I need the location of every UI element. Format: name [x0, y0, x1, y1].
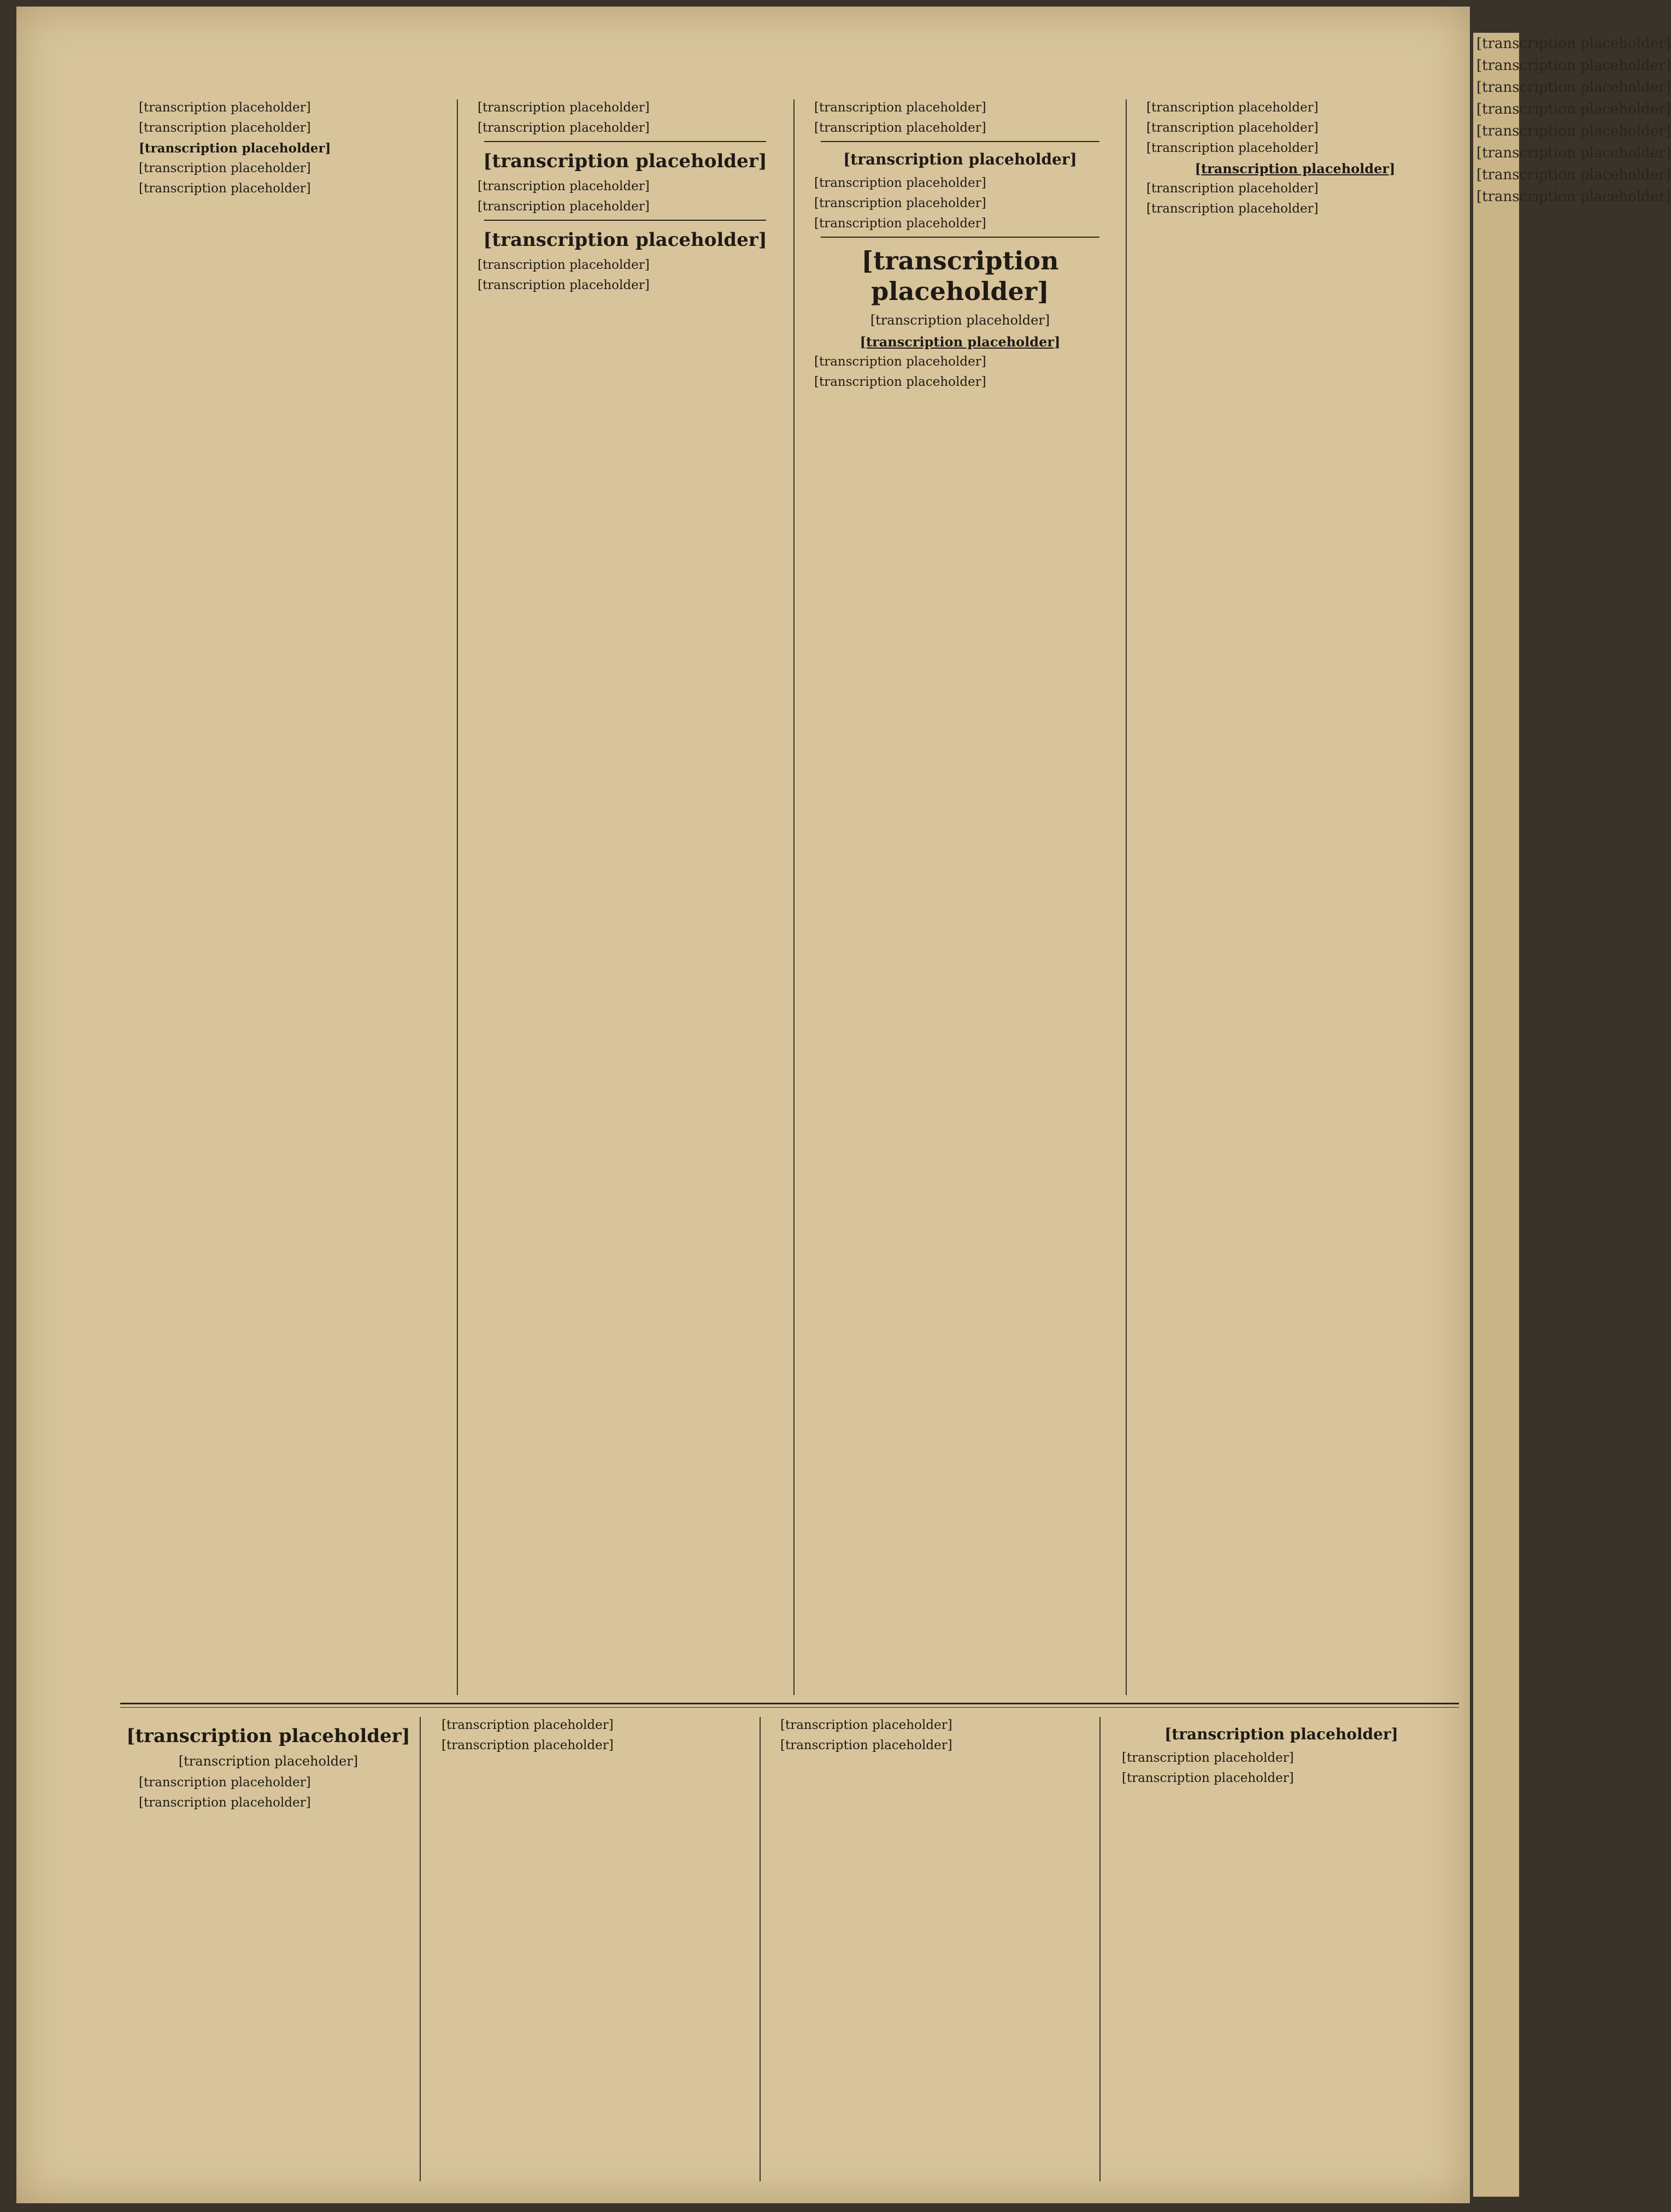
column-4 — [1131, 99, 1459, 1673]
sub-headline: [transcription placeholder] — [1195, 161, 1396, 177]
feuilleton-rule — [120, 1703, 1459, 1704]
edge-fragment: [transcription placeholder] — [1476, 123, 1671, 139]
paragraph: [transcription placeholder] — [814, 121, 986, 135]
paragraph: [transcription placeholder] — [478, 199, 650, 214]
newspaper-page — [16, 7, 1470, 2203]
edge-fragment: [transcription placeholder] — [1476, 57, 1671, 74]
paragraph: [transcription placeholder] — [1146, 181, 1319, 196]
paragraph-bold: [transcription placeholder] — [139, 141, 331, 156]
edge-fragment: [transcription placeholder] — [1476, 79, 1671, 96]
column-rule — [457, 99, 458, 1695]
feuilleton-column-1 — [123, 1717, 413, 2181]
section-headline: [transcription placeholder] — [861, 246, 1059, 306]
paragraph: [transcription placeholder] — [814, 216, 986, 231]
column-rule — [793, 99, 795, 1695]
edge-fragment: [transcription placeholder] — [1476, 145, 1671, 161]
paragraph: [transcription placeholder] — [780, 1738, 952, 1752]
column-1 — [123, 99, 451, 1673]
column-rule — [1099, 1717, 1101, 2181]
dateline: [transcription placeholder] — [870, 313, 1050, 328]
paragraph: [transcription placeholder] — [814, 375, 986, 389]
column-3 — [799, 99, 1121, 1673]
paragraph: [transcription placeholder] — [139, 161, 311, 175]
adjacent-page-edge — [1473, 33, 1671, 2197]
paragraph: [transcription placeholder] — [139, 121, 311, 135]
edge-fragment: [transcription placeholder] — [1476, 36, 1671, 52]
paragraph: [transcription placeholder] — [478, 179, 650, 193]
divider — [484, 141, 766, 142]
divider — [821, 237, 1099, 238]
feuilleton-column-4 — [1107, 1717, 1456, 2181]
article-headline: [transcription placeholder] — [483, 229, 767, 251]
paragraph: [transcription placeholder] — [139, 181, 311, 196]
feuilleton-rule — [120, 1707, 1459, 1708]
column-2 — [462, 99, 788, 1673]
paragraph: [transcription placeholder] — [1146, 101, 1319, 115]
paragraph: [transcription placeholder] — [814, 355, 986, 369]
paragraph: [transcription placeholder] — [442, 1738, 614, 1752]
paragraph: [transcription placeholder] — [814, 196, 986, 210]
feuilleton-headline: [transcription placeholder] — [1164, 1725, 1398, 1743]
feuilleton-column-2 — [426, 1717, 754, 2181]
paragraph: [transcription placeholder] — [139, 1775, 311, 1790]
divider — [484, 220, 766, 221]
sub-headline: [transcription placeholder] — [860, 334, 1061, 350]
paragraph: [transcription placeholder] — [1146, 202, 1319, 216]
article-headline: [transcription placeholder] — [483, 150, 767, 172]
paragraph: [transcription placeholder] — [814, 176, 986, 190]
paragraph: [transcription placeholder] — [1122, 1771, 1294, 1785]
column-rule — [1126, 99, 1127, 1695]
column-rule — [760, 1717, 761, 2181]
paragraph: [transcription placeholder] — [1146, 141, 1319, 155]
paragraph: [transcription placeholder] — [478, 101, 650, 115]
paragraph: [transcription placeholder] — [1122, 1751, 1294, 1765]
column-rule — [420, 1717, 421, 2181]
paragraph: [transcription placeholder] — [478, 121, 650, 135]
paragraph: [transcription placeholder] — [1146, 121, 1319, 135]
paragraph: [transcription placeholder] — [442, 1718, 614, 1732]
edge-fragment: [transcription placeholder] — [1476, 189, 1671, 205]
paragraph: [transcription placeholder] — [780, 1718, 952, 1732]
divider — [821, 141, 1099, 142]
feuilleton-dateline: [transcription placeholder] — [178, 1754, 358, 1769]
paragraph: [transcription placeholder] — [139, 1796, 311, 1810]
paragraph: [transcription placeholder] — [139, 101, 311, 115]
feuilleton-headline: [transcription placeholder] — [126, 1725, 410, 1747]
paragraph: [transcription placeholder] — [478, 258, 650, 272]
paragraph: [transcription placeholder] — [478, 278, 650, 292]
feuilleton-column-3 — [765, 1717, 1093, 2181]
article-headline: [transcription placeholder] — [843, 150, 1077, 168]
paragraph: [transcription placeholder] — [814, 101, 986, 115]
edge-fragment: [transcription placeholder] — [1476, 101, 1671, 117]
edge-fragment: [transcription placeholder] — [1476, 167, 1671, 183]
